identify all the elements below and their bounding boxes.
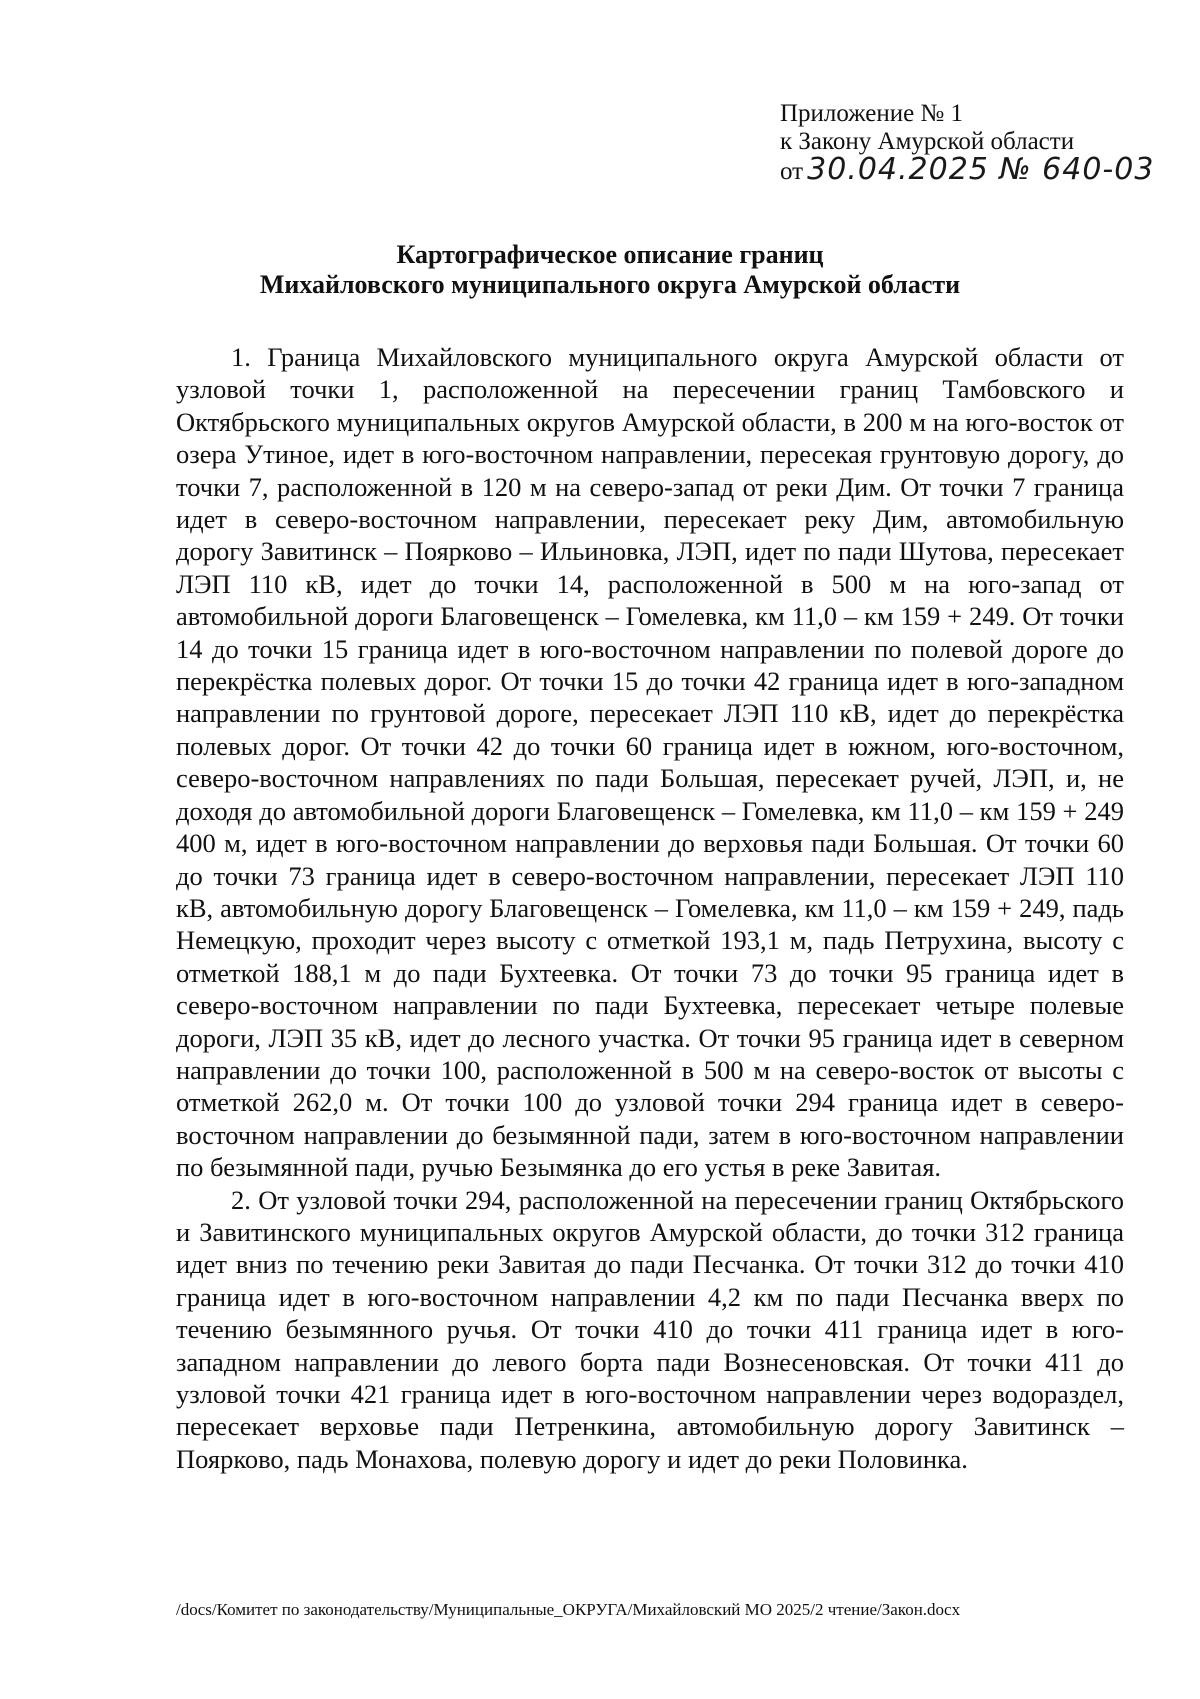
appendix-date-line xyxy=(780,152,1160,187)
document-body xyxy=(176,341,1124,1475)
appendix-number: Приложение № 1 xyxy=(780,100,964,127)
document-title-line-2: Михайловского муниципального округа Амурской области xyxy=(259,270,961,299)
document-title-line-1: Картографическое описание границ xyxy=(396,240,824,269)
handwritten-date-number: 30.04.2025 № 640-03 xyxy=(807,152,1155,187)
file-path-footer: /docs/Комитет по законодательству/Муниципальные_ОКРУГА/Михайловский МО 2025/2 чтение/Закон.docx xyxy=(176,1600,961,1619)
paragraph-2: 2. От узловой точки 294, расположенной на пересечении границ Октябрьского и Завитинского муниципальных округов Амурской области, до точки 312 граница идет вниз по течению реки Завитая до пади Песчанка. От точки 312 до точки 410 граница идет в юго-восточном направлении 4,2 км по пади Песчанка вверх по течению безымянного ручья. От точки 410 до точки 411 граница идет в юго-западном направлении до левого борта пади Вознесеновская. От точки 411 до узловой точки 421 граница идет в юго-восточном направлении через водораздел, пересекает верховье пади Петренкина, автомобильную дорогу Завитинск – Поярково, падь Монахова, полевую дорогу и идет до реки Половинка. xyxy=(176,1184,1124,1474)
paragraph-1: 1. Граница Михайловского муниципального округа Амурской области от узловой точки 1, расположенной на пересечении границ Тамбовского и Октябрьского муниципальных округов Амурской области, в 200 м на юго-восток от озера Утиное, идет в юго-восточном направлении, пересекая грунтовую дорогу, до точки 7, расположенной в 120 м на северо-запад от реки Дим. От точки 7 граница идет в северо-восточном направлении, пересекает реку Дим, автомобильную дорогу Завитинск – Поярково – Ильиновка, ЛЭП, идет по пади Шутова, пересекает ЛЭП 110 кВ, идет до точки 14, расположенной в 500 м на юго-запад от автомобильной дороги Благовещенск – Гомелевка, км 11,0 – км 159 + 249. От точки 14 до точки 15 граница идет в юго-восточном направлении по полевой дороге до перекрёстка полевых дорог. От точки 15 до точки 42 граница идет в юго-западном направлении по грунтовой дороге, пересекает ЛЭП 110 кВ, идет до перекрёстка полевых дорог. От точки 42 до точки 60 граница идет в южном, юго-восточном, северо-восточном направлениях по пади Большая, пересекает ручей, ЛЭП, и, не доходя до автомобильной дороги Благовещенск – Гомелевка, км 11,0 – км 159 + 249 400 м, идет в юго-восточном направлении до верховья пади Большая. От точки 60 до точки 73 граница идет в северо-восточном направлении, пересекает ЛЭП 110 кВ, автомобильную дорогу Благовещенск – Гомелевка, км 11,0 – км 159 + 249, падь Немецкую, проходит через высоту с отметкой 193,1 м, падь Петрухина, высоту с отметкой 188,1 м до пади Бухтеевка. От точки 73 до точки 95 граница идет в северо-восточном направлении по пади Бухтеевка, пересекает четыре полевые дороги, ЛЭП 35 кВ, идет до лесного участка. От точки 95 граница идет в северном направлении до точки 100, расположенной в 500 м на северо-восток от высоты с отметкой 262,0 м. От точки 100 до узловой точки 294 граница идет в северо-восточном направлении до безымянной пади, затем в юго-восточном направлении по безымянной пади, ручью Безымянка до его устья в реке Завитая. xyxy=(176,342,1124,1183)
document-title xyxy=(160,240,1060,300)
appendix-date-prefix: от xyxy=(780,158,804,185)
appendix-law-reference: к Закону Амурской области xyxy=(780,128,1075,155)
appendix-header xyxy=(780,100,1160,186)
